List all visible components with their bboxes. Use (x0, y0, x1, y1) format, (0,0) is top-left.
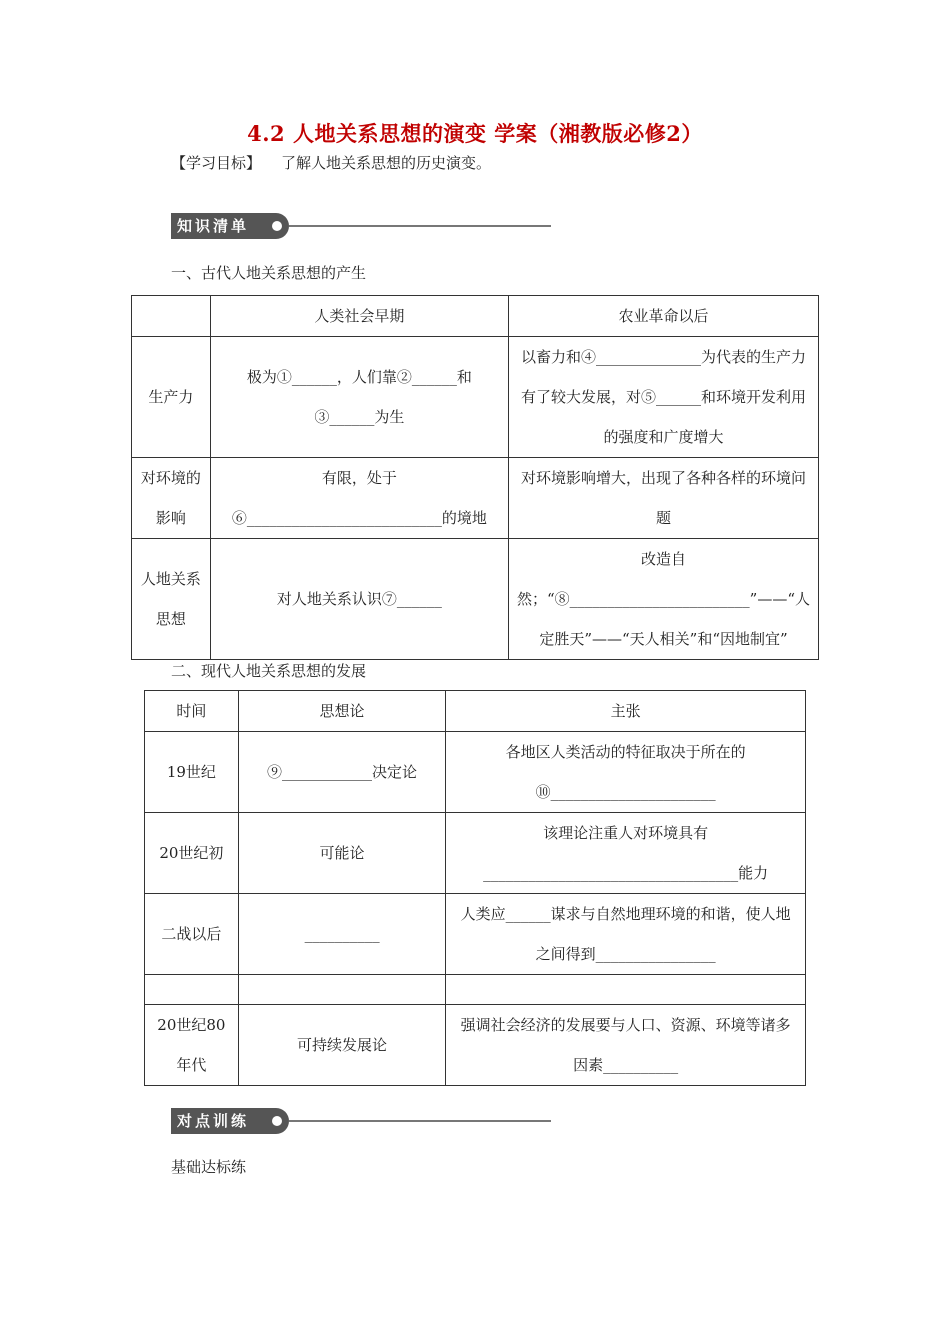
table-row-label: 20世纪初 (145, 813, 239, 894)
table-header-cell: 人类社会早期 (210, 296, 508, 337)
banner-dot-icon (272, 221, 282, 231)
table-header-cell: 农业革命以后 (508, 296, 818, 337)
objective-text: 了解人地关系思想的历史演变。 (281, 154, 492, 172)
table-cell: 极为①______，人们靠②______和③______为生 (210, 337, 508, 458)
table-cell (238, 975, 446, 1005)
section-title-modern: 二、现代人地关系思想的发展 (171, 662, 367, 680)
banner-label: 对点训练 (171, 1108, 289, 1134)
table-cell: __________ (238, 894, 446, 975)
banner-rule (289, 225, 551, 227)
table-row-label: 二战以后 (145, 894, 239, 975)
table-row-label (145, 975, 239, 1005)
table-cell: 对环境影响增大，出现了各种各样的环境问题 (508, 458, 818, 539)
table-row-label: 对环境的影响 (132, 458, 211, 539)
table-cell: 可能论 (238, 813, 446, 894)
banner-rule (289, 1120, 551, 1122)
table-ancient-thought (131, 295, 819, 660)
table-cell: 改造自然；“⑧________________________”——“人定胜天”——“天人相关”和“因地制宜” (508, 539, 818, 660)
table-row-label: 人地关系思想 (132, 539, 211, 660)
table-cell: 强调社会经济的发展要与人口、资源、环境等诸多因素__________ (446, 1005, 806, 1086)
objective-label: 【学习目标】 (171, 154, 262, 172)
table-header-cell: 主张 (446, 691, 806, 732)
table-row-label: 19世纪 (145, 732, 239, 813)
table-cell: ⑨____________决定论 (238, 732, 446, 813)
table-modern-thought (144, 690, 806, 1086)
banner-dot-icon (272, 1116, 282, 1126)
table-header-cell: 思想论 (238, 691, 446, 732)
table-cell: 对人地关系认识⑦______ (210, 539, 508, 660)
banner-label: 知识清单 (171, 213, 289, 239)
table-header-cell: 时间 (145, 691, 239, 732)
table-cell (446, 975, 806, 1005)
table-cell: 有限，处于⑥__________________________的境地 (210, 458, 508, 539)
table-row-label: 20世纪80年代 (145, 1005, 239, 1086)
table-cell: 可持续发展论 (238, 1005, 446, 1086)
table-cell: 各地区人类活动的特征取决于所在的⑩______________________ (446, 732, 806, 813)
table-cell: 以畜力和④______________为代表的生产力有了较大发展，对⑤______和环境开发利用的强度和广度增大 (508, 337, 818, 458)
table-header-cell (132, 296, 211, 337)
banner-practice (171, 1108, 551, 1134)
table-cell: 人类应______谋求与自然地理环境的和谐，使人地之间得到________________ (446, 894, 806, 975)
document-title: 4.2 人地关系思想的演变 学案（湘教版必修2） (247, 121, 703, 146)
section-title-ancient: 一、古代人地关系思想的产生 (171, 264, 367, 282)
subsection-basic-practice: 基础达标练 (171, 1158, 247, 1176)
banner-knowledge-list (171, 213, 551, 239)
table-cell: 该理论注重人对环境具有__________________________________能力 (446, 813, 806, 894)
learning-objective (171, 152, 491, 173)
table-row-label: 生产力 (132, 337, 211, 458)
